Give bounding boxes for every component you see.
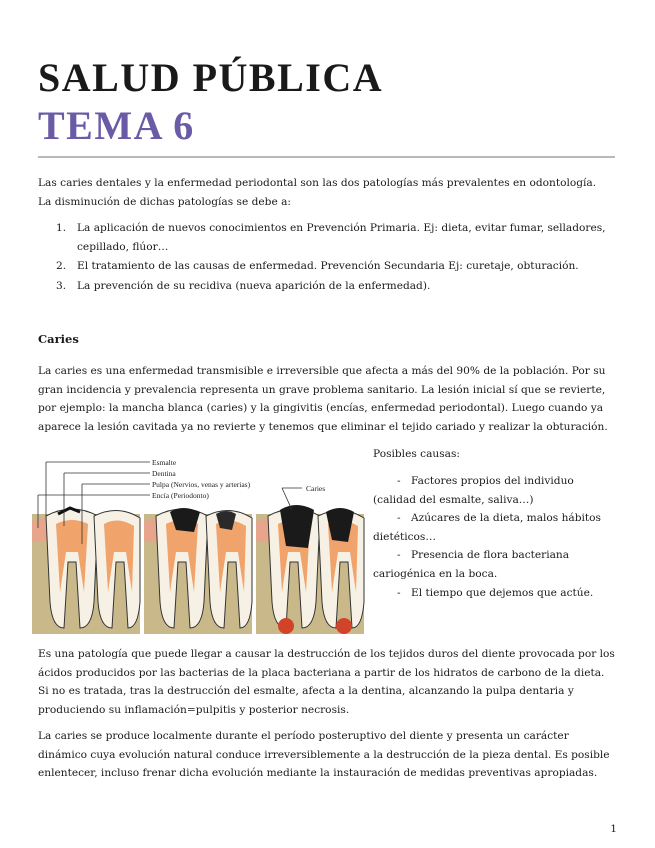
figure-label-dentina: Dentina [152,469,176,478]
caries-paragraph-1: La caries es una enfermedad transmisible e irreversible que afecta a más del 90% de la población. Por su gran incidencia y prevalencia representa un grave problema sanitario. La lesión inicial sí que se revierte, por ejemplo: la mancha blanca (caries) y la gingivitis (encías, enfermedad periodontal). Luego cuando ya aparece la lesión cavitada ya no revierte y tenemos que eliminar el tejido cariado y realizar la obturación. [38,365,608,433]
list-item-text: El tratamiento de las causas de enfermedad. Prevención Secundaria Ej: curetaje, obturación. [77,260,579,273]
figure-label-encia: Encía (Periodonto) [152,491,209,500]
list-item-dash: - [397,475,401,487]
list-item-dash: - [397,512,401,525]
list-item-text: Presencia de flora bacteriana cariogénica en la boca. [373,549,570,580]
list-item-dash: - [397,549,401,562]
list-item [38,219,608,256]
figure-label-caries: Caries [306,484,326,493]
list-item [373,546,617,583]
caries-paragraph-3: La caries se produce localmente durante el período posteruptivo del diente y presenta un carácter dinámico cuya evolución natural conduce irreversiblemente a la destrucción de la pieza dental. Es posible enlentecer, incluso frenar dicha evolución mediante la instauración de medidas preventivas apropiadas. [38,730,610,780]
tooth-panel-3 [256,505,364,634]
title-divider [38,156,615,158]
list-item [373,472,617,509]
intro-numbered-list [38,219,608,296]
caries-paragraph-2: Es una patología que puede llegar a causar la destrucción de los tejidos duros del diente provocada por los ácidos producidos por las bacterias de la placa bacteriana a partir de los hidratos de carbono de la dieta. Si no es tratada, tras la destrucción del esmalte, afecta a la dentina, alcanzando la pulpa dentaria y produciendo su inflamación=pulpitis y posterior necrosis. [38,648,615,716]
list-item-number: 1. [56,222,67,234]
page-title: SALUD PÚBLICA [38,55,384,100]
list-item-number: 2. [56,260,67,273]
list-item [373,584,617,603]
intro-block [38,174,618,211]
causes-list [373,472,617,602]
list-item [373,509,617,546]
causes-label: Posibles causas: [373,448,460,460]
tooth-panel-1 [32,508,140,634]
figure-label-pulpa: Pulpa (Nervios, venas y arterias) [152,480,251,489]
page-number: 1 [610,823,617,835]
list-item-text: El tiempo que dejemos que actúe. [411,586,594,599]
intro-line-1: Las caries dentales y la enfermedad periodontal son las dos patologías más prevalentes en odontología. [38,177,597,189]
figure-label-esmalte: Esmalte [152,458,177,467]
intro-line-2: La disminución de dichas patologías se debe a: [38,195,291,208]
list-item [38,277,608,296]
tooth-caries-illustration [30,452,366,636]
section-heading-caries: Caries [38,332,79,346]
list-item-text: Factores propios del individuo (calidad del esmalte, saliva…) [373,475,574,506]
list-item-text: La aplicación de nuevos conocimientos en Prevención Primaria. Ej: dieta, evitar fumar, selladores, cepillado, flúor… [77,222,606,253]
list-item-number: 3. [56,279,67,292]
page-subtitle: TEMA 6 [38,103,195,148]
list-item-text: Azúcares de la dieta, malos hábitos dietéticos… [373,512,601,543]
tooth-panel-2 [144,508,252,634]
list-item [38,257,608,276]
list-item-text: La prevención de su recidiva (nueva aparición de la enfermedad). [77,279,431,292]
list-item-dash: - [397,586,401,599]
